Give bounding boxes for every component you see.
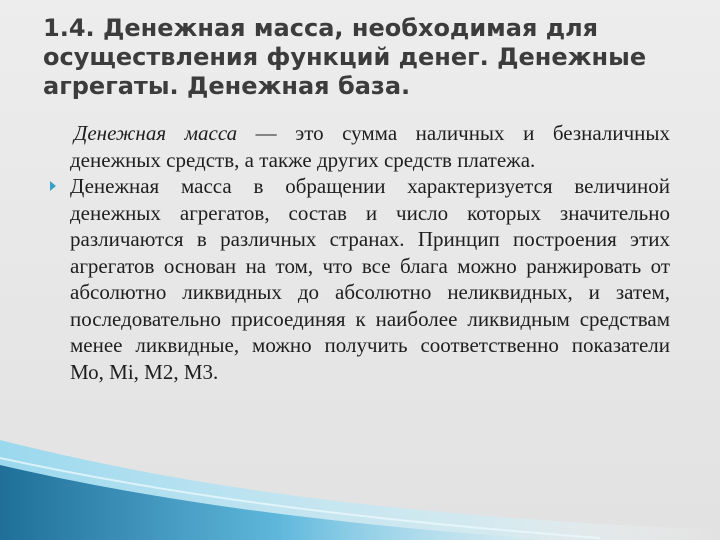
triangle-right-icon [50, 181, 56, 191]
decorative-wave [0, 420, 720, 540]
slide-title: 1.4. Денежная масса, необходимая для осуществления функций денег. Денежные агрегаты. Денежная база. [43, 14, 647, 100]
definition-text: — это сумма наличных и безналичных денежных средств, а также других средств платежа. [70, 121, 670, 172]
bullet-paragraph: Денежная масса в обращении характеризуется величиной денежных агрегатов, состав и число которых значительно различаются в различных странах. Принцип построения этих агрегатов основан на том, что все блага можно ранжировать от абсолютно ликвидных до абсолютно неликвидных, и затем, последовательно присоединяя к наиболее ликвидным средствам менее ликвидные, можно получить соответственно показатели Мо, Мі, М2, М3. [70, 174, 670, 384]
definition-paragraph [70, 120, 670, 173]
slide-body [70, 120, 670, 385]
defined-term: Денежная масса [74, 121, 238, 145]
bullet-item [70, 173, 670, 385]
